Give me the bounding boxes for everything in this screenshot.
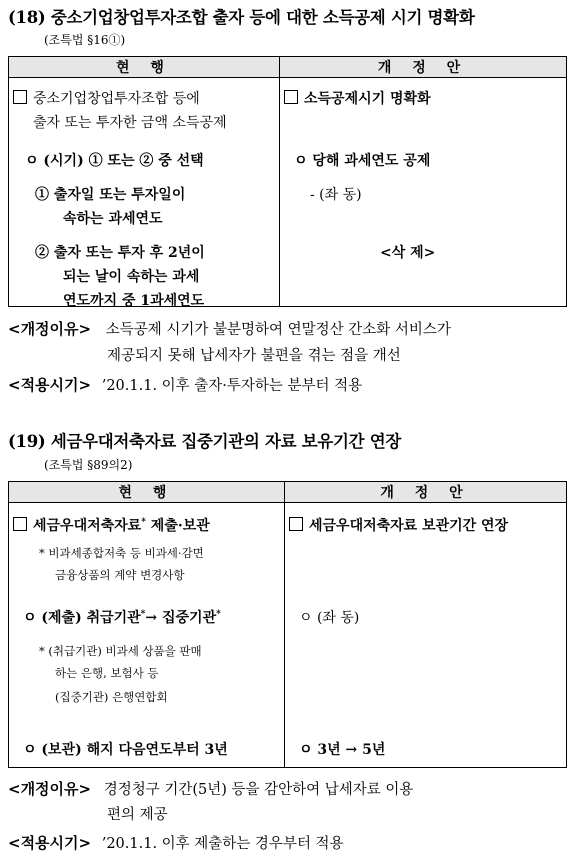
reason-label: <개정이유> <box>8 780 92 798</box>
section-18-reason-cont: 제공되지 못해 납세자가 불편을 겪는 점을 개선 <box>107 348 401 364</box>
checkbox-square-icon <box>13 517 27 531</box>
header-current: 현 행 <box>9 482 285 503</box>
current-item: ① 출자일 또는 투자일이 <box>35 187 186 203</box>
proposed-item: ㅇ 3년 → 5년 <box>299 742 386 758</box>
checkbox-square-icon <box>13 90 27 104</box>
current-footnote: (집중기관) 은행연합회 <box>55 690 168 704</box>
section-18-apply <box>8 374 362 395</box>
section-19-reference: (조특법 §89의2) <box>44 458 133 472</box>
section-19-reason <box>8 778 413 799</box>
header-proposed: 개 정 안 <box>280 57 567 78</box>
reason-text: 경정청구 기간(5년) 등을 감안하여 납세자료 이용 <box>103 782 414 798</box>
proposed-item: - (좌 동) <box>310 187 362 203</box>
current-item: ㅇ (시기) ① 또는 ② 중 선택 <box>25 153 204 169</box>
section-18-reference: (조특법 §16①) <box>44 33 126 47</box>
section-19-title: (19) 세금우대저축자료 집중기관의 자료 보유기간 연장 <box>8 432 402 451</box>
checkbox-square-icon <box>289 517 303 531</box>
current-item: 중소기업창업투자조합 등에 <box>33 91 200 107</box>
header-current: 현 행 <box>9 57 280 78</box>
current-footnote: 하는 은행, 보험사 등 <box>55 666 159 680</box>
section-18-reason <box>8 318 451 339</box>
section-19-reason-cont: 편의 제공 <box>107 807 168 823</box>
current-footnote: * (취급기관) 비과세 상품을 판매 <box>39 644 202 658</box>
section-18-title: (18) 중소기업창업투자조합 출자 등에 대한 소득공제 시기 명확화 <box>8 8 475 27</box>
apply-label: <적용시기> <box>8 376 92 394</box>
apply-label: <적용시기> <box>8 834 92 852</box>
checkbox-square-icon <box>284 90 298 104</box>
section-19-comparison-table: 현 행 개 정 안 세금우대저축자료* 제출·보관 * 비과세종합저축 등 비과세·감면 금융상품의 계약 변경사항 ㅇ (제출) 취급기관*→ 집중기관* * (취급기관) 비과세 상품을 판매 하는 은행, 보험사 등 (집중기관) 은행연합회 ㅇ (보관) 해지 다음연도부터 3년 세금우대저축자료 보관기간 연장 ㅇ (좌 동) ㅇ 3년 → 5년 <box>8 481 567 768</box>
current-item: 출자 또는 투자한 금액 소득공제 <box>33 115 227 131</box>
proposed-item: 세금우대저축자료 보관기간 연장 <box>309 518 509 534</box>
current-item: → 집중기관 <box>145 610 217 626</box>
section-18-comparison-table <box>8 56 567 307</box>
apply-text: ’20.1.1. 이후 출자·투자하는 분부터 적용 <box>101 378 363 394</box>
current-footnote: 금융상품의 계약 변경사항 <box>55 568 185 582</box>
proposed-item: 소득공제시기 명확화 <box>304 91 431 107</box>
proposed-item: ㅇ (좌 동) <box>299 610 360 626</box>
current-item: 연도까지 중 1과세연도 <box>63 293 205 309</box>
header-proposed: 개 정 안 <box>285 482 567 503</box>
apply-text: ’20.1.1. 이후 제출하는 경우부터 적용 <box>101 836 344 852</box>
current-item: ② 출자 또는 투자 후 2년이 <box>35 245 205 261</box>
proposed-item: ㅇ 당해 과세연도 공제 <box>294 153 431 169</box>
proposed-item: <삭 제> <box>380 245 436 261</box>
reason-text: 소득공제 시기가 불분명하여 연말정산 간소화 서비스가 <box>105 322 451 338</box>
current-item: ㅇ (보관) 해지 다음연도부터 3년 <box>23 742 228 758</box>
section-19-apply <box>8 832 344 853</box>
current-item: 속하는 과세연도 <box>63 211 163 227</box>
current-footnote: * 비과세종합저축 등 비과세·감면 <box>39 546 204 560</box>
current-item: 되는 날이 속하는 과세 <box>63 269 200 285</box>
current-item: 세금우대저축자료 <box>33 518 142 534</box>
reason-label: <개정이유> <box>8 320 92 338</box>
current-item: 제출·보관 <box>150 518 210 534</box>
current-item: ㅇ (제출) 취급기관 <box>23 610 141 626</box>
